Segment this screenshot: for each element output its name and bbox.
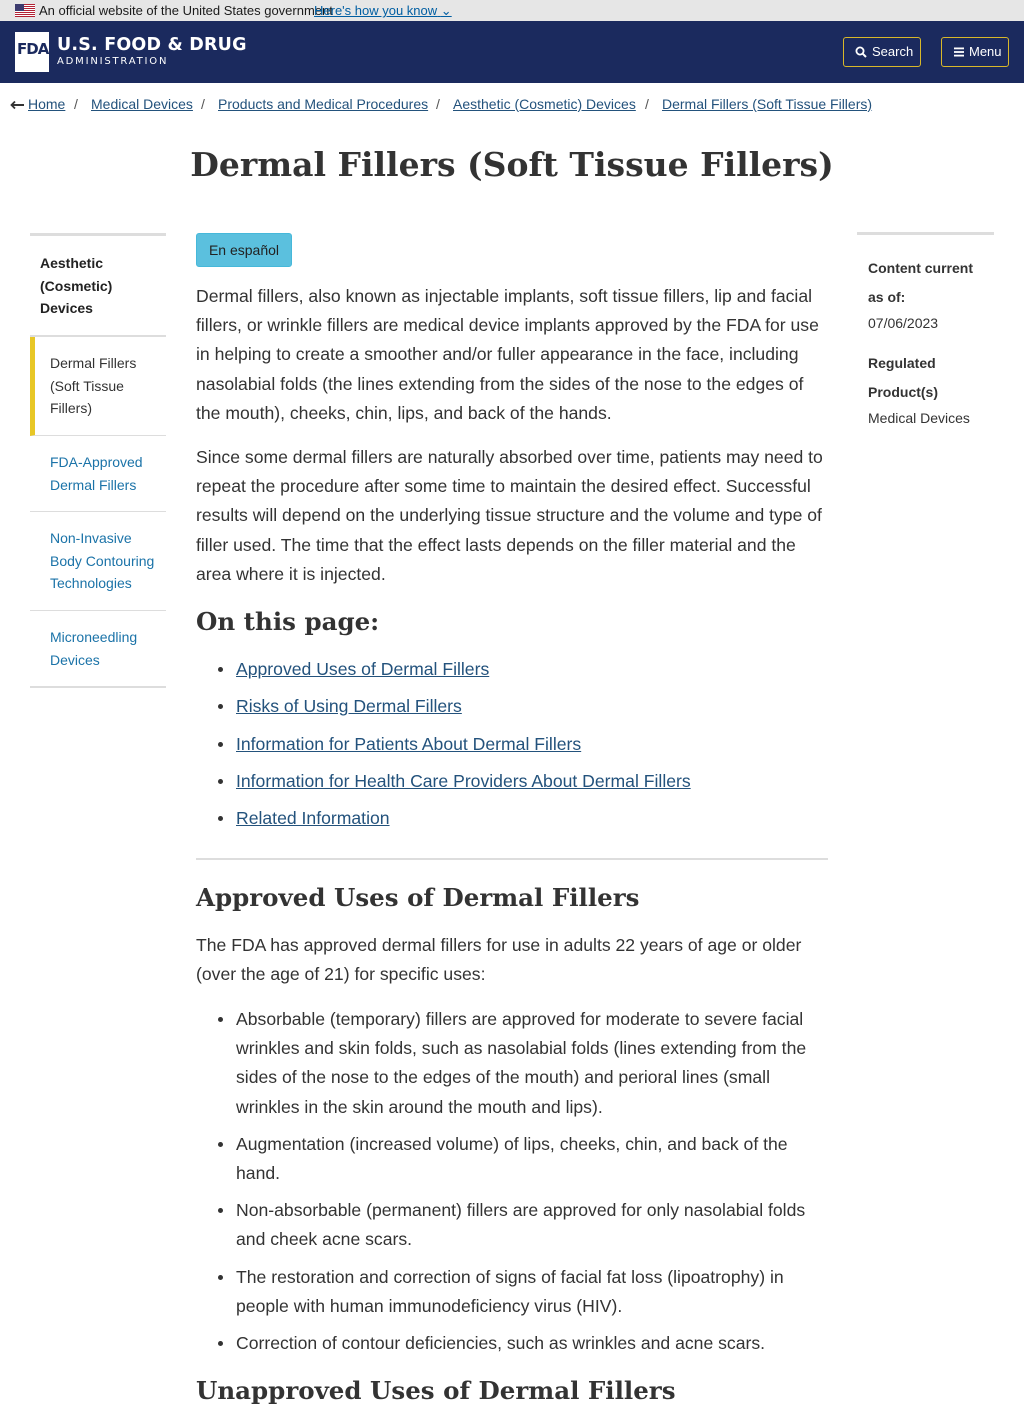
approved-use-item: Correction of contour deficiencies, such as wrinkles and acne scars. bbox=[196, 1329, 832, 1358]
brand-subtitle[interactable]: ADMINISTRATION bbox=[57, 56, 169, 67]
toc-link-patient-info[interactable]: Information for Patients About Dermal Fillers bbox=[236, 733, 582, 754]
page-title: Dermal Fillers (Soft Tissue Fillers) bbox=[190, 145, 834, 184]
toc-list bbox=[196, 656, 691, 842]
fda-logo[interactable] bbox=[15, 32, 49, 72]
sidenav-heading[interactable]: Aesthetic (Cosmetic) Devices bbox=[30, 236, 166, 337]
toc-link-provider-info[interactable]: Information for Health Care Providers About Dermal Fillers bbox=[236, 770, 691, 791]
approved-use-item: Non-absorbable (permanent) fillers are approved for only nasolabial folds and cheek acne scars. bbox=[196, 1196, 832, 1254]
hamburger-icon bbox=[953, 46, 965, 58]
menu-button-label: Menu bbox=[969, 44, 1002, 59]
toc-link-risks[interactable]: Risks of Using Dermal Fillers bbox=[236, 696, 462, 717]
breadcrumb-dermal-fillers[interactable]: Dermal Fillers (Soft Tissue Fillers) bbox=[662, 96, 873, 112]
approved-use-item: Augmentation (increased volume) of lips, cheeks, chin, and back of the hand. bbox=[196, 1130, 832, 1188]
regulated-products-label: Regulated Product(s) bbox=[868, 355, 938, 400]
section-divider bbox=[196, 858, 828, 860]
heres-how-you-know-link[interactable] bbox=[314, 3, 452, 19]
gov-banner-text: An official website of the United States government bbox=[39, 3, 333, 18]
breadcrumb-separator: / bbox=[645, 96, 649, 112]
menu-button[interactable] bbox=[941, 37, 1009, 67]
breadcrumb-aesthetic-devices[interactable]: Aesthetic (Cosmetic) Devices bbox=[453, 96, 636, 112]
approved-use-item: Absorbable (temporary) fillers are approved for moderate to severe facial wrinkles and skin folds, such as nasolabial folds (lines extending from the sides of the nose to the edges of the mouth) and perioral lines (small wrinkles in the skin around the mouth and lips). bbox=[196, 1005, 832, 1122]
toc-link-related-info[interactable]: Related Information bbox=[236, 808, 390, 829]
breadcrumb-separator: / bbox=[201, 96, 205, 112]
intro-paragraph: Since some dermal fillers are naturally absorbed over time, patients may need to repeat the procedure after some time to maintain the desired effect. Successful results will depend on the underlying tissue structure and the volume and type of filler used. The time that the effect lasts depends on the filler material and the area where it is injected. bbox=[196, 447, 823, 584]
sidenav-item-fda-approved-fillers[interactable]: FDA-Approved Dermal Fillers bbox=[30, 436, 166, 512]
breadcrumb-home[interactable]: Home bbox=[28, 96, 66, 112]
search-icon bbox=[855, 46, 867, 58]
content-metadata bbox=[857, 232, 994, 426]
site-header bbox=[0, 21, 1024, 83]
toc-item bbox=[196, 656, 691, 693]
toc-item bbox=[196, 731, 691, 768]
breadcrumb-medical-devices[interactable]: Medical Devices bbox=[91, 96, 193, 112]
toc-link-approved-uses[interactable]: Approved Uses of Dermal Fillers bbox=[236, 659, 490, 679]
chevron-down-icon: ⌄ bbox=[440, 3, 452, 18]
side-navigation bbox=[30, 233, 166, 688]
toc-heading: On this page: bbox=[196, 607, 380, 636]
toc-item bbox=[196, 805, 691, 842]
approved-use-item: The restoration and correction of signs of facial fat loss (lipoatrophy) in people with human immunodeficiency virus (HIV). bbox=[196, 1263, 832, 1321]
approved-uses-intro: The FDA has approved dermal fillers for use in adults 22 years of age or older (over the age of 21) for specific uses: bbox=[196, 935, 802, 985]
sidenav-item-microneedling[interactable]: Microneedling Devices bbox=[30, 611, 166, 688]
breadcrumb-separator: / bbox=[436, 96, 440, 112]
fda-logo-text: FDA bbox=[17, 40, 49, 58]
sidenav-item-dermal-fillers[interactable]: Dermal Fillers (Soft Tissue Fillers) bbox=[30, 337, 166, 436]
breadcrumb-separator: / bbox=[74, 96, 78, 112]
espanol-button[interactable]: En español bbox=[196, 233, 292, 267]
search-button[interactable] bbox=[843, 37, 921, 67]
toc-item bbox=[196, 768, 691, 805]
gov-banner bbox=[0, 0, 1024, 21]
intro-paragraph: Dermal fillers, also known as injectable implants, soft tissue fillers, lip and facial fillers, or wrinkle fillers are medical device implants approved by the FDA for use in helping to create a smoother and/or fuller appearance in the face, including nasolabial folds (the lines extending from the sides of the nose to the edges of the mouth), cheeks, chin, lips, and back of the hands. bbox=[196, 286, 819, 423]
regulated-products-value: Medical Devices bbox=[868, 410, 970, 426]
heres-how-you-know-label[interactable]: Here's how you know bbox=[314, 3, 438, 18]
sidenav-item-body-contouring[interactable]: Non-Invasive Body Contouring Technologies bbox=[30, 512, 166, 611]
us-flag-icon bbox=[15, 4, 35, 17]
content-current-label: Content current as of: bbox=[868, 260, 973, 305]
search-button-label: Search bbox=[872, 44, 914, 59]
unapproved-uses-heading: Unapproved Uses of Dermal Fillers bbox=[196, 1376, 676, 1405]
approved-uses-heading: Approved Uses of Dermal Fillers bbox=[196, 883, 640, 912]
toc-item bbox=[196, 693, 691, 730]
breadcrumb-products-procedures[interactable]: Products and Medical Procedures bbox=[218, 96, 429, 112]
content-current-date: 07/06/2023 bbox=[868, 315, 939, 331]
brand-name[interactable]: U.S. FOOD & DRUG bbox=[57, 35, 247, 55]
approved-uses-list bbox=[196, 1005, 832, 1366]
arrow-left-icon bbox=[10, 100, 25, 110]
